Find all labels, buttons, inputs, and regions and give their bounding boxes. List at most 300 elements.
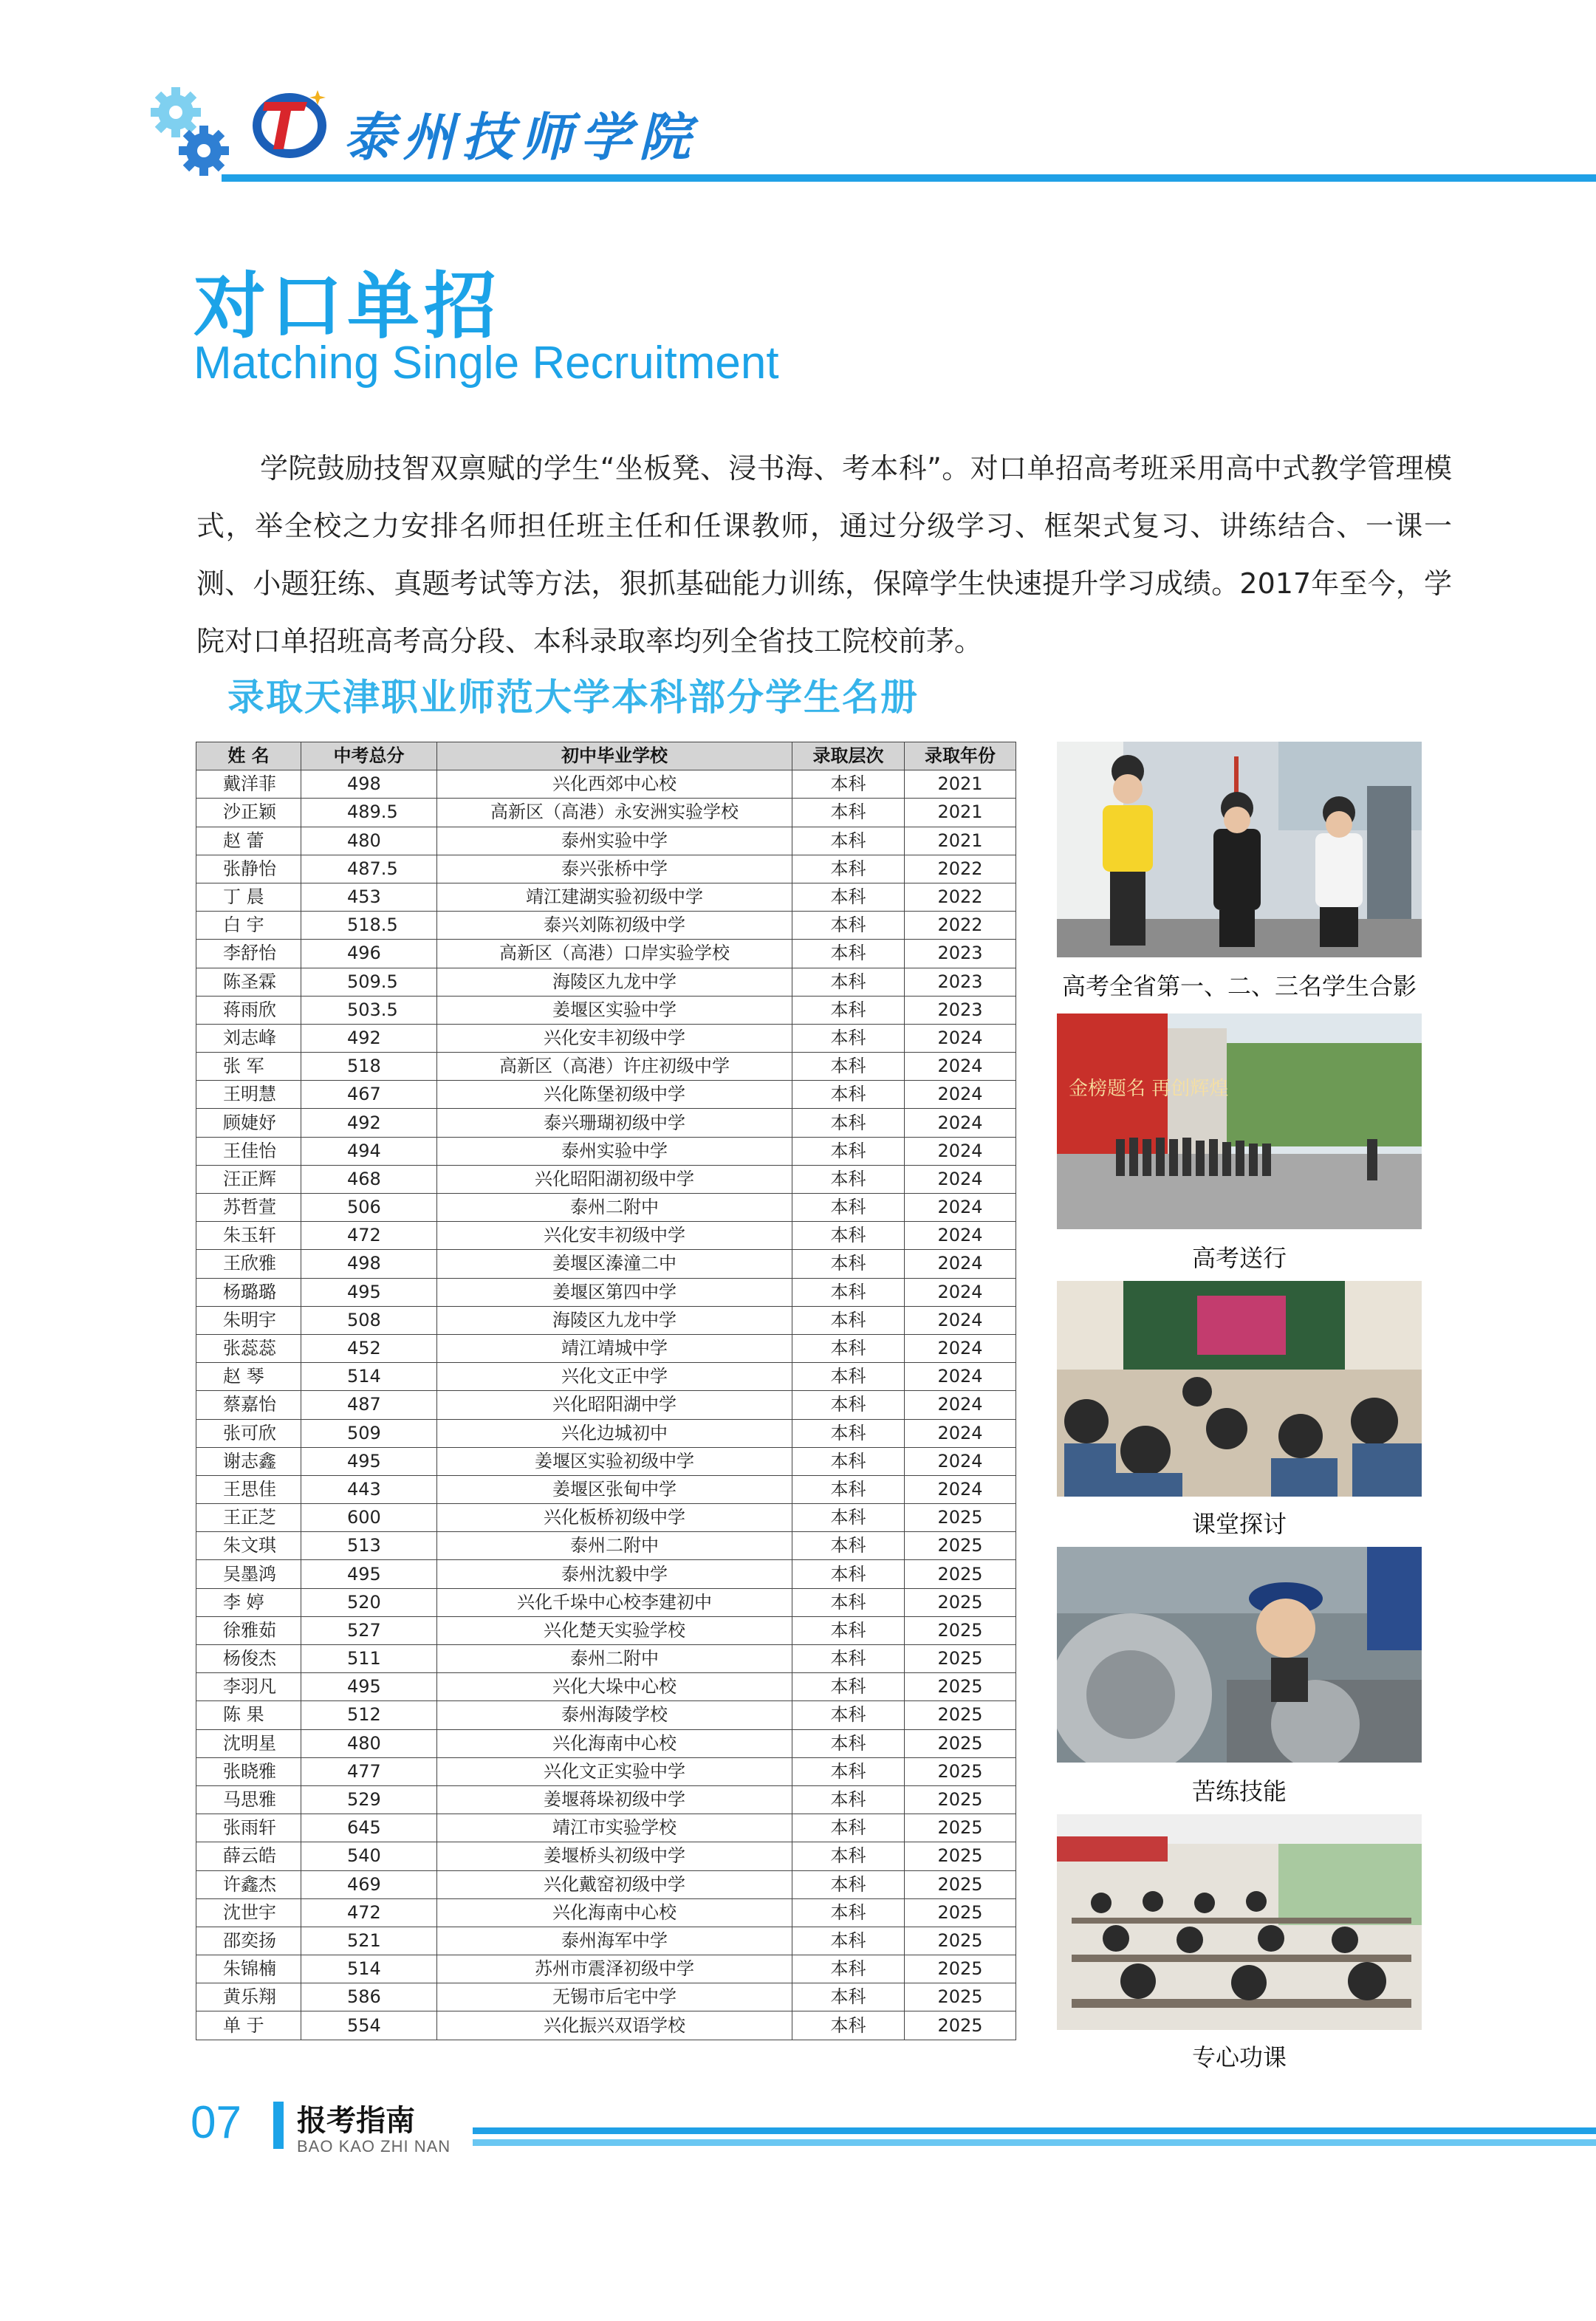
admission-year: 2025 [905, 1898, 1016, 1927]
admission-year: 2023 [905, 940, 1016, 968]
admission-level: 本科 [792, 1673, 905, 1701]
table-row [196, 1363, 1016, 1391]
admission-year: 2024 [905, 1475, 1016, 1503]
admission-level: 本科 [792, 1729, 905, 1757]
middle-school: 高新区（高港）许庄初级中学 [437, 1053, 792, 1081]
table-row [196, 827, 1016, 855]
table-row [196, 1588, 1016, 1616]
middle-school: 无锡市后宅中学 [437, 1983, 792, 2011]
admission-roster-table [196, 742, 1016, 2040]
table-row [196, 1475, 1016, 1503]
student-name: 李羽凡 [196, 1673, 301, 1701]
admission-year: 2025 [905, 1701, 1016, 1729]
score: 518 [301, 1053, 437, 1081]
table-row [196, 883, 1016, 911]
table-row [196, 1898, 1016, 1927]
middle-school: 泰州二附中 [437, 1194, 792, 1222]
student-name: 朱玉轩 [196, 1222, 301, 1250]
admission-level: 本科 [792, 968, 905, 996]
admission-year: 2025 [905, 1983, 1016, 2011]
student-name: 陈圣霖 [196, 968, 301, 996]
score: 477 [301, 1757, 437, 1785]
admission-year: 2024 [905, 1053, 1016, 1081]
admission-level: 本科 [792, 1278, 905, 1306]
student-name: 赵 蕾 [196, 827, 301, 855]
table-row [196, 1842, 1016, 1870]
admission-year: 2024 [905, 1222, 1016, 1250]
student-name: 陈 果 [196, 1701, 301, 1729]
admission-level: 本科 [792, 1194, 905, 1222]
admission-year: 2024 [905, 1165, 1016, 1193]
admission-level: 本科 [792, 1250, 905, 1278]
score: 487.5 [301, 855, 437, 883]
admission-year: 2025 [905, 1588, 1016, 1616]
middle-school: 泰州实验中学 [437, 827, 792, 855]
header-score: 中考总分 [301, 742, 437, 770]
score: 527 [301, 1616, 437, 1644]
student-name: 王正芝 [196, 1504, 301, 1532]
score: 472 [301, 1222, 437, 1250]
admission-year: 2025 [905, 1532, 1016, 1560]
header-name: 姓 名 [196, 742, 301, 770]
footer-accent-bar [273, 2102, 284, 2149]
student-name: 邵奕扬 [196, 1927, 301, 1955]
admission-level: 本科 [792, 1842, 905, 1870]
student-name: 张静怡 [196, 855, 301, 883]
score: 512 [301, 1701, 437, 1729]
middle-school: 兴化板桥初级中学 [437, 1504, 792, 1532]
score: 511 [301, 1645, 437, 1673]
student-name: 杨璐璐 [196, 1278, 301, 1306]
photo-caption-skill: 苦练技能 [1191, 1777, 1287, 1805]
admission-level: 本科 [792, 1475, 905, 1503]
table-row [196, 1701, 1016, 1729]
middle-school: 兴化海南中心校 [437, 1729, 792, 1757]
score: 494 [301, 1137, 437, 1165]
table-row [196, 1814, 1016, 1842]
score: 521 [301, 1927, 437, 1955]
middle-school: 靖江市实验学校 [437, 1814, 792, 1842]
middle-school: 兴化边城初中 [437, 1419, 792, 1447]
photo-send-off [1057, 1013, 1422, 1229]
student-name: 张蕊蕊 [196, 1334, 301, 1362]
middle-school: 兴化文正实验中学 [437, 1757, 792, 1785]
middle-school: 泰州沈毅中学 [437, 1560, 792, 1588]
admission-year: 2025 [905, 1814, 1016, 1842]
admission-level: 本科 [792, 1814, 905, 1842]
table-row [196, 1109, 1016, 1137]
student-name: 沙正颖 [196, 799, 301, 827]
page-title: 对口单招 [193, 264, 501, 349]
score: 503.5 [301, 996, 437, 1024]
student-name: 朱文琪 [196, 1532, 301, 1560]
score: 452 [301, 1334, 437, 1362]
student-name: 王思佳 [196, 1475, 301, 1503]
student-name: 蒋雨欣 [196, 996, 301, 1024]
student-name: 黄乐翔 [196, 1983, 301, 2011]
admission-level: 本科 [792, 1757, 905, 1785]
score: 495 [301, 1447, 437, 1475]
admission-level: 本科 [792, 1927, 905, 1955]
middle-school: 兴化陈堡初级中学 [437, 1081, 792, 1109]
student-name: 白 宇 [196, 912, 301, 940]
middle-school: 泰兴珊瑚初级中学 [437, 1109, 792, 1137]
admission-level: 本科 [792, 1447, 905, 1475]
score: 496 [301, 940, 437, 968]
banner-text: 金榜题名 再创辉煌 [1069, 1078, 1229, 1100]
score: 480 [301, 827, 437, 855]
page-number: 07 [191, 2097, 242, 2148]
middle-school: 海陵区九龙中学 [437, 968, 792, 996]
photo-caption-classroom: 课堂探讨 [1191, 1510, 1287, 1538]
score: 513 [301, 1532, 437, 1560]
admission-level: 本科 [792, 1701, 905, 1729]
middle-school: 靖江建湖实验初级中学 [437, 883, 792, 911]
student-name: 顾婕妤 [196, 1109, 301, 1137]
admission-year: 2024 [905, 1109, 1016, 1137]
score: 443 [301, 1475, 437, 1503]
admission-level: 本科 [792, 1081, 905, 1109]
admission-level: 本科 [792, 1898, 905, 1927]
student-name: 朱明宇 [196, 1306, 301, 1334]
admission-level: 本科 [792, 1137, 905, 1165]
admission-year: 2025 [905, 2011, 1016, 2040]
table-row [196, 1729, 1016, 1757]
table-header-row [196, 742, 1016, 770]
student-name: 丁 晨 [196, 883, 301, 911]
student-name: 蔡嘉怡 [196, 1391, 301, 1419]
score: 492 [301, 1024, 437, 1052]
photo-caption-top-students: 高考全省第一、二、三名学生合影 [1061, 972, 1417, 1000]
score: 554 [301, 2011, 437, 2040]
intro-paragraph: 学院鼓励技智双禀赋的学生“坐板凳、浸书海、考本科”。对口单招高考班采用高中式教学管理模式，举全校之力安排名师担任班主任和任课教师，通过分级学习、框架式复习、讲练结合、一课一测、小题狂练、真题考试等方法，狠抓基础能力训练，保障学生快速提升学习成绩。2017年至今，学院对口单招班高考高分段、本科录取率均列全省技工院校前茅。 [196, 452, 1452, 657]
admission-level: 本科 [792, 855, 905, 883]
table-row [196, 1053, 1016, 1081]
table-row [196, 1785, 1016, 1814]
admission-year: 2024 [905, 1334, 1016, 1362]
admission-year: 2022 [905, 912, 1016, 940]
admission-year: 2021 [905, 770, 1016, 799]
score: 498 [301, 1250, 437, 1278]
student-name: 李舒怡 [196, 940, 301, 968]
middle-school: 姜堰区第四中学 [437, 1278, 792, 1306]
table-row [196, 1757, 1016, 1785]
school-name: 泰州技师学院 [343, 106, 698, 168]
middle-school: 高新区（高港）永安洲实验学校 [437, 799, 792, 827]
middle-school: 姜堰区溱潼二中 [437, 1250, 792, 1278]
admission-year: 2024 [905, 1447, 1016, 1475]
middle-school: 兴化楚天实验学校 [437, 1616, 792, 1644]
header-divider [222, 174, 1596, 182]
table-row [196, 940, 1016, 968]
score: 487 [301, 1391, 437, 1419]
table-row [196, 1927, 1016, 1955]
header-level: 录取层次 [792, 742, 905, 770]
student-name: 汪正辉 [196, 1165, 301, 1193]
score: 514 [301, 1363, 437, 1391]
admission-level: 本科 [792, 1024, 905, 1052]
middle-school: 泰州二附中 [437, 1645, 792, 1673]
student-name: 许鑫杰 [196, 1870, 301, 1898]
table-row [196, 996, 1016, 1024]
score: 529 [301, 1785, 437, 1814]
middle-school: 泰兴刘陈初级中学 [437, 912, 792, 940]
score: 600 [301, 1504, 437, 1532]
middle-school: 高新区（高港）口岸实验学校 [437, 940, 792, 968]
admission-year: 2021 [905, 827, 1016, 855]
admission-level: 本科 [792, 883, 905, 911]
admission-level: 本科 [792, 1785, 905, 1814]
photo-classroom-discussion [1057, 1281, 1422, 1497]
table-row [196, 1024, 1016, 1052]
admission-level: 本科 [792, 1870, 905, 1898]
admission-year: 2025 [905, 1504, 1016, 1532]
admission-year: 2023 [905, 968, 1016, 996]
table-row [196, 1306, 1016, 1334]
score: 508 [301, 1306, 437, 1334]
footer-divider-light [473, 2139, 1596, 2146]
student-name: 张 军 [196, 1053, 301, 1081]
student-name: 朱锦楠 [196, 1955, 301, 1983]
score: 495 [301, 1278, 437, 1306]
score: 453 [301, 883, 437, 911]
student-name: 王明慧 [196, 1081, 301, 1109]
middle-school: 兴化安丰初级中学 [437, 1222, 792, 1250]
table-row [196, 855, 1016, 883]
table-row [196, 1081, 1016, 1109]
student-name: 张晓雅 [196, 1757, 301, 1785]
header-year: 录取年份 [905, 742, 1016, 770]
middle-school: 姜堰区张甸中学 [437, 1475, 792, 1503]
student-name: 张可欣 [196, 1419, 301, 1447]
admission-level: 本科 [792, 1645, 905, 1673]
student-name: 徐雅茹 [196, 1616, 301, 1644]
score: 540 [301, 1842, 437, 1870]
admission-year: 2024 [905, 1278, 1016, 1306]
student-name: 吴墨鸿 [196, 1560, 301, 1588]
middle-school: 泰州实验中学 [437, 1137, 792, 1165]
footer-title: 报考指南 [297, 2104, 415, 2138]
student-name: 马思雅 [196, 1785, 301, 1814]
middle-school: 泰州海陵学校 [437, 1701, 792, 1729]
admission-year: 2024 [905, 1137, 1016, 1165]
middle-school: 兴化文正中学 [437, 1363, 792, 1391]
table-row [196, 1645, 1016, 1673]
footer-divider [473, 2127, 1596, 2134]
table-row [196, 1447, 1016, 1475]
score: 468 [301, 1165, 437, 1193]
admission-level: 本科 [792, 996, 905, 1024]
admission-year: 2025 [905, 1757, 1016, 1785]
admission-year: 2025 [905, 1785, 1016, 1814]
student-name: 沈世宇 [196, 1898, 301, 1927]
table-row [196, 1278, 1016, 1306]
table-heading: 录取天津职业师范大学本科部分学生名册 [227, 676, 919, 719]
admission-level: 本科 [792, 1616, 905, 1644]
admission-year: 2025 [905, 1729, 1016, 1757]
score: 520 [301, 1588, 437, 1616]
table-row [196, 2011, 1016, 2040]
score: 506 [301, 1194, 437, 1222]
table-row [196, 1673, 1016, 1701]
table-body [196, 770, 1016, 2040]
photo-study-hall [1057, 1814, 1422, 2030]
admission-level: 本科 [792, 1419, 905, 1447]
score: 509 [301, 1419, 437, 1447]
table-row [196, 1955, 1016, 1983]
admission-year: 2025 [905, 1616, 1016, 1644]
admission-year: 2024 [905, 1194, 1016, 1222]
middle-school: 兴化大垛中心校 [437, 1673, 792, 1701]
student-name: 张雨轩 [196, 1814, 301, 1842]
middle-school: 姜堰区实验中学 [437, 996, 792, 1024]
score: 518.5 [301, 912, 437, 940]
table-row [196, 912, 1016, 940]
score: 586 [301, 1983, 437, 2011]
table-row [196, 799, 1016, 827]
score: 489.5 [301, 799, 437, 827]
student-name: 王欣雅 [196, 1250, 301, 1278]
middle-school: 泰州海军中学 [437, 1927, 792, 1955]
table-row [196, 968, 1016, 996]
admission-level: 本科 [792, 940, 905, 968]
admission-level: 本科 [792, 1222, 905, 1250]
admission-year: 2025 [905, 1645, 1016, 1673]
admission-year: 2025 [905, 1955, 1016, 1983]
admission-year: 2025 [905, 1870, 1016, 1898]
table-row [196, 1250, 1016, 1278]
table-row [196, 1334, 1016, 1362]
admission-year: 2022 [905, 855, 1016, 883]
student-name: 沈明星 [196, 1729, 301, 1757]
student-name: 杨俊杰 [196, 1645, 301, 1673]
admission-year: 2022 [905, 883, 1016, 911]
table-row [196, 1616, 1016, 1644]
admission-level: 本科 [792, 1955, 905, 1983]
table-row [196, 1194, 1016, 1222]
student-name: 单 于 [196, 2011, 301, 2040]
score: 495 [301, 1560, 437, 1588]
admission-year: 2024 [905, 1363, 1016, 1391]
score: 467 [301, 1081, 437, 1109]
score: 495 [301, 1673, 437, 1701]
table-row [196, 770, 1016, 799]
middle-school: 兴化振兴双语学校 [437, 2011, 792, 2040]
page-subtitle-en: Matching Single Recruitment [193, 338, 779, 389]
header-school: 初中毕业学校 [437, 742, 792, 770]
admission-level: 本科 [792, 1504, 905, 1532]
admission-level: 本科 [792, 1391, 905, 1419]
middle-school: 兴化安丰初级中学 [437, 1024, 792, 1052]
middle-school: 兴化西郊中心校 [437, 770, 792, 799]
school-logo-icon [250, 86, 332, 160]
score: 509.5 [301, 968, 437, 996]
admission-year: 2024 [905, 1081, 1016, 1109]
admission-level: 本科 [792, 1334, 905, 1362]
photo-skill-practice [1057, 1547, 1422, 1763]
table-row [196, 1504, 1016, 1532]
admission-level: 本科 [792, 1363, 905, 1391]
photo-caption-study: 专心功课 [1191, 2043, 1287, 2071]
table-row [196, 1870, 1016, 1898]
student-name: 刘志峰 [196, 1024, 301, 1052]
table-row [196, 1983, 1016, 2011]
table-row [196, 1137, 1016, 1165]
middle-school: 兴化昭阳湖初级中学 [437, 1165, 792, 1193]
table-row [196, 1560, 1016, 1588]
table-row [196, 1222, 1016, 1250]
table-row [196, 1165, 1016, 1193]
middle-school: 兴化昭阳湖中学 [437, 1391, 792, 1419]
admission-level: 本科 [792, 1109, 905, 1137]
admission-level: 本科 [792, 1588, 905, 1616]
admission-year: 2024 [905, 1306, 1016, 1334]
student-name: 戴洋菲 [196, 770, 301, 799]
admission-level: 本科 [792, 827, 905, 855]
admission-level: 本科 [792, 1306, 905, 1334]
table-row [196, 1419, 1016, 1447]
footer-pinyin: BAO KAO ZHI NAN [297, 2137, 451, 2156]
admission-year: 2025 [905, 1560, 1016, 1588]
middle-school: 苏州市震泽初级中学 [437, 1955, 792, 1983]
admission-level: 本科 [792, 1560, 905, 1588]
admission-year: 2025 [905, 1673, 1016, 1701]
middle-school: 兴化千垛中心校李建初中 [437, 1588, 792, 1616]
middle-school: 姜堰桥头初级中学 [437, 1842, 792, 1870]
student-name: 苏哲萱 [196, 1194, 301, 1222]
middle-school: 兴化戴窑初级中学 [437, 1870, 792, 1898]
middle-school: 兴化海南中心校 [437, 1898, 792, 1927]
table-row [196, 1391, 1016, 1419]
photo-top-students [1057, 742, 1422, 957]
score: 498 [301, 770, 437, 799]
admission-year: 2024 [905, 1419, 1016, 1447]
admission-year: 2023 [905, 996, 1016, 1024]
score: 514 [301, 1955, 437, 1983]
admission-year: 2025 [905, 1842, 1016, 1870]
admission-year: 2024 [905, 1024, 1016, 1052]
student-name: 谢志鑫 [196, 1447, 301, 1475]
student-name: 王佳怡 [196, 1137, 301, 1165]
score: 480 [301, 1729, 437, 1757]
admission-level: 本科 [792, 799, 905, 827]
admission-year: 2021 [905, 799, 1016, 827]
admission-level: 本科 [792, 912, 905, 940]
admission-level: 本科 [792, 1053, 905, 1081]
middle-school: 姜堰蒋垛初级中学 [437, 1785, 792, 1814]
table-row [196, 1532, 1016, 1560]
admission-level: 本科 [792, 1983, 905, 2011]
student-name: 李 婷 [196, 1588, 301, 1616]
admission-level: 本科 [792, 1165, 905, 1193]
student-name: 赵 琴 [196, 1363, 301, 1391]
middle-school: 泰兴张桥中学 [437, 855, 792, 883]
admission-year: 2025 [905, 1927, 1016, 1955]
admission-year: 2024 [905, 1391, 1016, 1419]
score: 472 [301, 1898, 437, 1927]
gears-icon [146, 83, 235, 179]
admission-level: 本科 [792, 770, 905, 799]
middle-school: 海陵区九龙中学 [437, 1306, 792, 1334]
score: 492 [301, 1109, 437, 1137]
student-name: 薛云皓 [196, 1842, 301, 1870]
photo-caption-send-off: 高考送行 [1191, 1244, 1287, 1272]
middle-school: 泰州二附中 [437, 1532, 792, 1560]
score: 469 [301, 1870, 437, 1898]
score: 645 [301, 1814, 437, 1842]
admission-year: 2024 [905, 1250, 1016, 1278]
admission-level: 本科 [792, 1532, 905, 1560]
